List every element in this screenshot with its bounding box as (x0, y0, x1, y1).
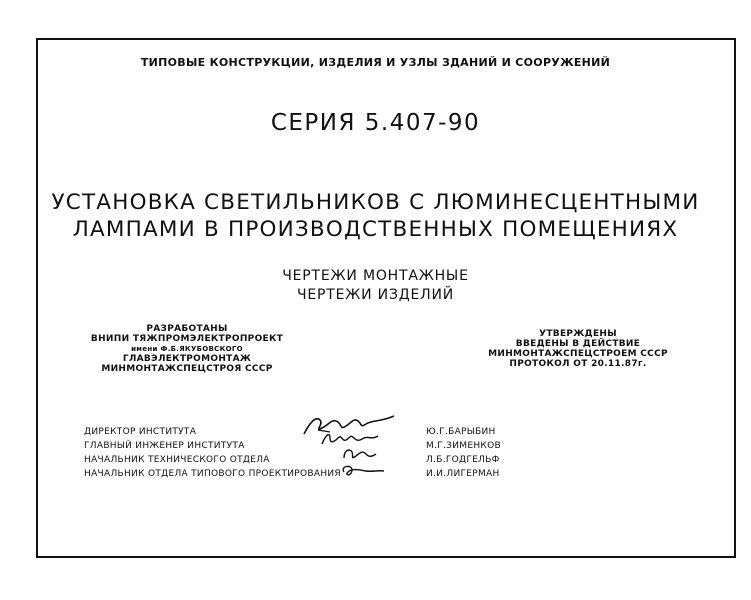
signatory-name: Ю.Г.БАРЫБИН (426, 427, 496, 437)
approved-block (478, 329, 678, 369)
developer-org: ВНИПИ ТЯЖПРОМЭЛЕКТРОПРОЕКТ (90, 334, 284, 344)
signatory-position: ГЛАВНЫЙ ИНЖЕНЕР ИНСТИТУТА (84, 441, 245, 451)
approved-label: УТВЕРЖДЕНЫ (539, 329, 617, 339)
subtitle-product-drawings: ЧЕРТЕЖИ ИЗДЕЛИЙ (297, 287, 454, 303)
title-line-1: УСТАНОВКА СВЕТИЛЬНИКОВ С ЛЮМИНЕСЦЕНТНЫМИ (51, 190, 700, 215)
signatory-position: ДИРЕКТОР ИНСТИТУТА (84, 427, 197, 437)
effective-label: ВВЕДЕНЫ В ДЕЙСТВИЕ (515, 339, 641, 349)
developer-dept: ГЛАВЭЛЕКТРОМОНТАЖ (122, 354, 252, 364)
signature-typical-design-head (338, 462, 386, 480)
subtitle-mounting-drawings: ЧЕРТЕЖИ МОНТАЖНЫЕ (282, 268, 469, 284)
signature-tech-dept-head (340, 446, 380, 462)
signatory-name: М.Г.ЗИМЕНКОВ (426, 441, 501, 451)
approving-ministry: МИНМОНТАЖСПЕЦСТРОЕМ СССР (488, 349, 668, 359)
signatory-position: НАЧАЛЬНИК ОТДЕЛА ТИПОВОГО ПРОЕКТИРОВАНИЯ (84, 469, 341, 479)
developer-named: имени Ф.Б.ЯКУБОВСКОГО (131, 345, 243, 353)
protocol-date: ПРОТОКОЛ ОТ 20.11.87г. (509, 359, 647, 369)
developer-ministry: МИНМОНТАЖСПЕЦСТРОЯ СССР (101, 364, 273, 374)
developed-label: РАЗРАБОТАНЫ (146, 324, 228, 334)
title-line-2: ЛАМПАМИ В ПРОИЗВОДСТВЕННЫХ ПОМЕЩЕНИЯХ (72, 217, 679, 242)
series-header: ТИПОВЫЕ КОНСТРУКЦИИ, ИЗДЕЛИЯ И УЗЛЫ ЗДАНИЙ И СООРУЖЕНИЙ (140, 56, 611, 69)
developed-by-block (82, 324, 292, 374)
series-number: СЕРИЯ 5.407-90 (270, 110, 481, 136)
signatory-position: НАЧАЛЬНИК ТЕХНИЧЕСКОГО ОТДЕЛА (84, 455, 270, 465)
signatory-name: И.И.ЛИГЕРМАН (426, 469, 500, 479)
signatory-name: Л.Б.ГОДГЕЛЬФ (426, 455, 500, 465)
